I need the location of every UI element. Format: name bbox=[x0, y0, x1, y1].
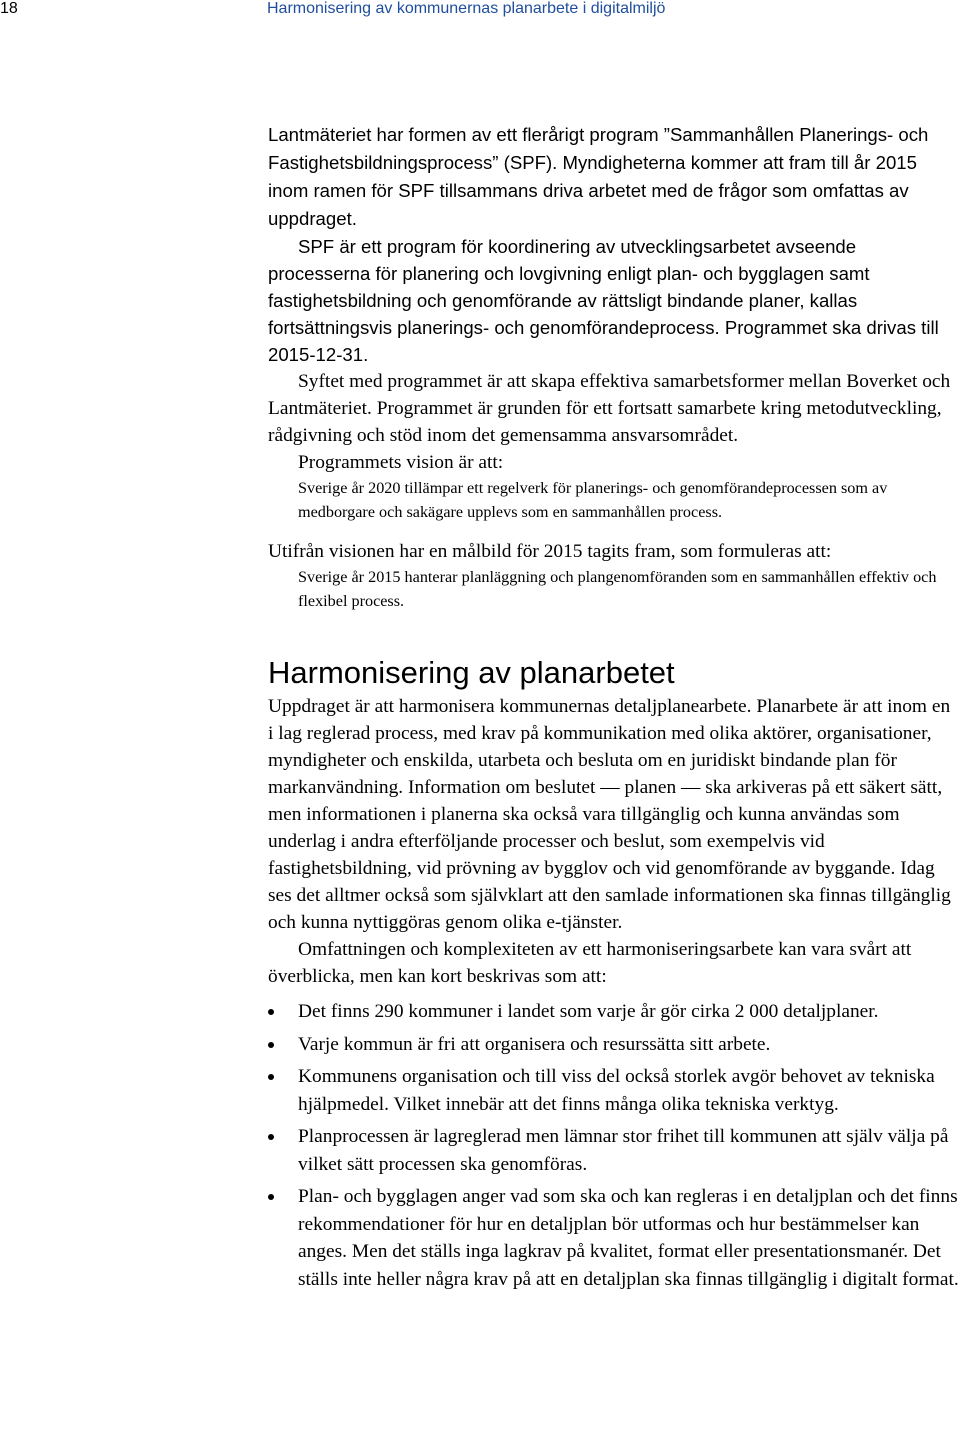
paragraph-purpose: Syftet med programmet är att skapa effektiva samarbetsformer mellan Boverket och Lantmäteriet. Programmet är grunden för ett fortsatt samarbete kring metodutveckling, rådgivning och stöd inom det gemensamma ansvarsområdet. bbox=[268, 371, 951, 446]
bullet-icon bbox=[268, 1194, 274, 1200]
section-heading: Harmonisering av planarbetet bbox=[268, 655, 675, 690]
bullet-icon bbox=[268, 1134, 274, 1140]
scope-bullet-list bbox=[268, 998, 960, 1293]
list-item: Varje kommun är fri att organisera och resurssätta sitt arbete. bbox=[268, 1031, 960, 1059]
vision-quote: Sverige år 2020 tillämpar ett regelverk för planerings- och genomförandeprocessen som av medborgare och sakägare upplevs som en sammanhållen process. bbox=[298, 479, 888, 521]
list-item: Planprocessen är lagreglerad men lämnar stor frihet till kommunen att själv välja på vilket sätt processen ska genomföras. bbox=[268, 1123, 960, 1178]
bullet-icon bbox=[268, 1009, 274, 1015]
paragraph-vision-intro: Programmets vision är att: bbox=[298, 452, 504, 473]
page-number: 18 bbox=[0, 0, 18, 17]
paragraph-spf-description: SPF är ett program för koordinering av utvecklingsarbetet avseende processerna för planering och lovgivning enligt plan- och bygglagen samt fastighetsbildning och genomförande av rättsligt bindande planer, kallas fortsättningsvis planerings- och genomförandeprocess. Programmet ska drivas till 2015-12-31. bbox=[268, 236, 939, 365]
paragraph-spf-intro bbox=[268, 121, 960, 233]
paragraph-scope: Omfattningen och komplexiteten av ett harmoniseringsarbete kan vara svårt att överblicka, men kan kort beskrivas som att: bbox=[268, 939, 912, 987]
spf-intro-sentence: Lantmäteriet har formen av ett flerårigt program ”Sammanhållen Planerings- och Fastighetsbildningsprocess” (SPF). bbox=[268, 124, 929, 173]
paragraph-goal-intro: Utifrån visionen har en målbild för 2015 tagits fram, som formuleras att: bbox=[268, 541, 832, 562]
spf-intro-continuation: Myndigheterna kommer att fram till år 2015 inom ramen för SPF tillsammans driva arbetet med de frågor som omfattas av uppdraget. bbox=[268, 152, 917, 229]
page-header bbox=[0, 0, 960, 22]
page-body bbox=[268, 121, 960, 1293]
list-item: Det finns 290 kommuner i landet som varje år gör cirka 2 000 detaljplaner. bbox=[268, 998, 960, 1026]
bullet-icon bbox=[268, 1042, 274, 1048]
bullet-icon bbox=[268, 1074, 274, 1080]
list-item: Kommunens organisation och till viss del också storlek avgör behovet av tekniska hjälpmedel. Vilket innebär att det finns många olika tekniska verktyg. bbox=[268, 1063, 960, 1118]
paragraph-assignment: Uppdraget är att harmonisera kommunernas detaljplanearbete. Planarbete är att inom en i lag reglerad process, med krav på kommunikation med olika aktörer, organisationer, myndigheter och enskilda, utarbeta och besluta om en juridiskt bindande plan för markanvändning. Information om beslutet — planen — ska arkiveras på ett säkert sätt, men informationen i planerna ska också vara tillgänglig och kunna användas som underlag i andra efterföljande processer och beslut, som exempelvis vid fastighetsbildning, vid prövning av bygglov och vid genomförande av byggande. Idag ses det alltmer också som självklart att den samlade informationen ska finnas tillgänglig och kunna nyttiggöras genom olika e-tjänster. bbox=[268, 696, 951, 933]
running-title: Harmonisering av kommunernas planarbete i digitalmiljö bbox=[267, 0, 666, 17]
goal-quote: Sverige år 2015 hanterar planläggning och plangenomföranden som en sammanhållen effektiv och flexibel process. bbox=[298, 568, 937, 610]
list-item: Plan- och bygglagen anger vad som ska och kan regleras i en detaljplan och det finns rekommendationer för hur en detaljplan bör utformas och hur bestämmelser kan anges. Men det ställs inga lagkrav på kvalitet, format eller presentationsmanér. Det ställs inte heller några krav på att en detaljplan ska finnas tillgänglig i digitalt format. bbox=[268, 1183, 960, 1293]
